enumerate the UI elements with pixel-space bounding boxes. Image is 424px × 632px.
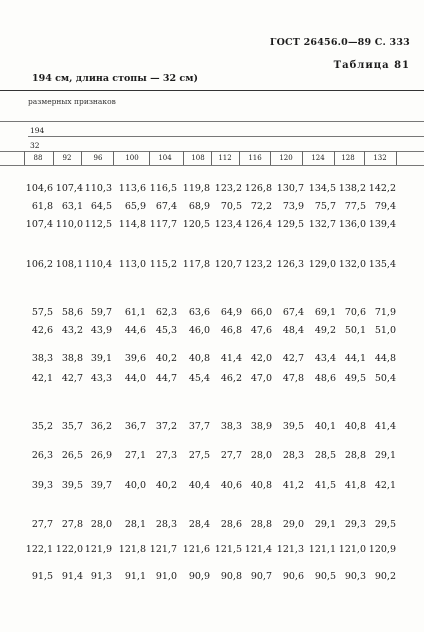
table-cell: 38,8 [61, 353, 83, 364]
table-cell: 36,7 [124, 421, 146, 432]
table-cell: 49,2 [314, 325, 336, 336]
table-cell: 64,5 [90, 201, 112, 212]
table-cell: 41,4 [220, 353, 242, 364]
table-cell: 46,2 [220, 373, 242, 384]
foot-length-value: 32 [30, 141, 40, 150]
size-column-header: 104 [158, 154, 172, 162]
table-cell: 90,6 [282, 571, 304, 582]
table-cell: 108,1 [55, 259, 83, 270]
table-cell: 120,7 [214, 259, 242, 270]
table-cell: 38,3 [31, 353, 53, 364]
column-divider [81, 151, 82, 165]
table-cell: 112,5 [84, 219, 112, 230]
table-cell: 117,7 [149, 219, 177, 230]
table-cell: 40,8 [188, 353, 210, 364]
table-cell: 67,4 [155, 201, 177, 212]
table-cell: 72,2 [250, 201, 272, 212]
table-cell: 110,4 [84, 259, 112, 270]
size-column-header: 92 [62, 154, 72, 162]
header-rule-4 [0, 165, 424, 166]
table-cell: 90,5 [314, 571, 336, 582]
table-cell: 42,1 [31, 373, 53, 384]
table-cell: 121,0 [338, 544, 366, 555]
table-cell: 26,3 [31, 450, 53, 461]
table-cell: 40,2 [155, 353, 177, 364]
column-divider [211, 151, 212, 165]
column-divider [270, 151, 271, 165]
table-cell: 42,1 [374, 480, 396, 491]
table-cell: 110,0 [55, 219, 83, 230]
column-divider [239, 151, 240, 165]
table-cell: 90,7 [250, 571, 272, 582]
table-cell: 121,3 [276, 544, 304, 555]
column-divider [149, 151, 150, 165]
table-cell: 130,7 [276, 183, 304, 194]
table-cell: 38,9 [250, 421, 272, 432]
table-cell: 66,0 [250, 307, 272, 318]
table-cell: 49,5 [344, 373, 366, 384]
size-column-header: 96 [93, 154, 103, 162]
table-cell: 39,6 [124, 353, 146, 364]
header-rule-1 [0, 121, 424, 122]
table-cell: 42,0 [250, 353, 272, 364]
table-cell: 28,1 [124, 519, 146, 530]
table-cell: 45,3 [155, 325, 177, 336]
table-cell: 44,0 [124, 373, 146, 384]
table-cell: 40,0 [124, 480, 146, 491]
table-cell: 142,2 [368, 183, 396, 194]
column-divider [24, 151, 25, 165]
table-cell: 39,3 [31, 480, 53, 491]
table-cell: 44,8 [374, 353, 396, 364]
table-cell: 50,4 [374, 373, 396, 384]
table-cell: 26,5 [61, 450, 83, 461]
column-divider [183, 151, 184, 165]
table-cell: 41,4 [374, 421, 396, 432]
size-column-header: 112 [218, 154, 232, 162]
table-cell: 122,1 [25, 544, 53, 555]
table-cell: 121,4 [244, 544, 272, 555]
table-cell: 91,5 [31, 571, 53, 582]
table-cell: 27,7 [31, 519, 53, 530]
table-cell: 104,6 [25, 183, 53, 194]
table-cell: 46,8 [220, 325, 242, 336]
column-divider [396, 151, 397, 165]
table-cell: 40,6 [220, 480, 242, 491]
table-cell: 43,2 [61, 325, 83, 336]
table-cell: 40,4 [188, 480, 210, 491]
table-cell: 91,4 [61, 571, 83, 582]
table-cell: 62,3 [155, 307, 177, 318]
table-cell: 28,8 [344, 450, 366, 461]
table-cell: 40,8 [344, 421, 366, 432]
table-cell: 70,5 [220, 201, 242, 212]
table-cell: 48,6 [314, 373, 336, 384]
table-cell: 68,9 [188, 201, 210, 212]
table-cell: 51,0 [374, 325, 396, 336]
table-cell: 138,2 [338, 183, 366, 194]
table-cell: 67,4 [282, 307, 304, 318]
table-cell: 28,6 [220, 519, 242, 530]
table-cell: 29,0 [282, 519, 304, 530]
table-cell: 135,4 [368, 259, 396, 270]
table-cell: 73,9 [282, 201, 304, 212]
table-cell: 114,8 [118, 219, 146, 230]
size-column-header: 108 [191, 154, 205, 162]
table-caption: размерных признаков [28, 97, 116, 106]
table-cell: 70,6 [344, 307, 366, 318]
size-column-header: 88 [33, 154, 43, 162]
table-cell: 61,8 [31, 201, 53, 212]
table-cell: 37,7 [188, 421, 210, 432]
table-cell: 132,0 [338, 259, 366, 270]
table-cell: 28,3 [282, 450, 304, 461]
table-cell: 106,2 [25, 259, 53, 270]
table-cell: 90,8 [220, 571, 242, 582]
table-cell: 61,1 [124, 307, 146, 318]
table-cell: 45,4 [188, 373, 210, 384]
table-cell: 77,5 [344, 201, 366, 212]
table-cell: 46,0 [188, 325, 210, 336]
header-rule-2 [28, 136, 424, 137]
table-cell: 28,4 [188, 519, 210, 530]
table-cell: 27,7 [220, 450, 242, 461]
header-rule-3 [0, 151, 424, 152]
table-cell: 123,2 [214, 183, 242, 194]
table-cell: 107,4 [55, 183, 83, 194]
table-cell: 120,9 [368, 544, 396, 555]
table-cell: 126,3 [276, 259, 304, 270]
table-cell: 129,5 [276, 219, 304, 230]
table-cell: 38,3 [220, 421, 242, 432]
table-cell: 121,8 [118, 544, 146, 555]
table-cell: 120,5 [182, 219, 210, 230]
column-divider [53, 151, 54, 165]
table-subtitle: 194 см, длина стопы — 32 см) [32, 73, 198, 84]
table-cell: 28,8 [250, 519, 272, 530]
table-cell: 126,8 [244, 183, 272, 194]
table-cell: 113,0 [118, 259, 146, 270]
table-cell: 121,7 [149, 544, 177, 555]
table-cell: 116,5 [149, 183, 177, 194]
table-cell: 50,1 [344, 325, 366, 336]
table-cell: 29,5 [374, 519, 396, 530]
table-cell: 29,1 [374, 450, 396, 461]
table-cell: 27,8 [61, 519, 83, 530]
table-cell: 28,3 [155, 519, 177, 530]
table-cell: 119,8 [182, 183, 210, 194]
table-cell: 107,4 [25, 219, 53, 230]
table-cell: 110,3 [84, 183, 112, 194]
table-cell: 63,6 [188, 307, 210, 318]
table-cell: 42,6 [31, 325, 53, 336]
table-cell: 113,6 [118, 183, 146, 194]
table-cell: 35,2 [31, 421, 53, 432]
table-cell: 91,1 [124, 571, 146, 582]
table-cell: 139,4 [368, 219, 396, 230]
table-cell: 57,5 [31, 307, 53, 318]
table-cell: 41,8 [344, 480, 366, 491]
table-cell: 40,2 [155, 480, 177, 491]
table-cell: 43,3 [90, 373, 112, 384]
table-cell: 36,2 [90, 421, 112, 432]
table-cell: 134,5 [308, 183, 336, 194]
size-column-header: 132 [373, 154, 387, 162]
table-cell: 121,9 [84, 544, 112, 555]
column-divider [364, 151, 365, 165]
table-cell: 47,6 [250, 325, 272, 336]
subtitle-rule [0, 90, 424, 91]
table-cell: 43,4 [314, 353, 336, 364]
size-column-header: 120 [279, 154, 293, 162]
table-cell: 29,1 [314, 519, 336, 530]
table-cell: 123,4 [214, 219, 242, 230]
column-divider [113, 151, 114, 165]
table-cell: 37,2 [155, 421, 177, 432]
size-column-header: 128 [341, 154, 355, 162]
table-cell: 121,6 [182, 544, 210, 555]
table-cell: 71,9 [374, 307, 396, 318]
table-cell: 44,1 [344, 353, 366, 364]
table-cell: 123,2 [244, 259, 272, 270]
table-cell: 122,0 [55, 544, 83, 555]
table-cell: 47,8 [282, 373, 304, 384]
table-cell: 43,9 [90, 325, 112, 336]
table-cell: 27,5 [188, 450, 210, 461]
table-cell: 27,1 [124, 450, 146, 461]
table-cell: 41,5 [314, 480, 336, 491]
column-divider [302, 151, 303, 165]
table-cell: 91,3 [90, 571, 112, 582]
table-cell: 65,9 [124, 201, 146, 212]
table-cell: 40,1 [314, 421, 336, 432]
table-cell: 132,7 [308, 219, 336, 230]
table-cell: 90,9 [188, 571, 210, 582]
table-cell: 90,2 [374, 571, 396, 582]
table-cell: 28,5 [314, 450, 336, 461]
table-cell: 41,2 [282, 480, 304, 491]
table-cell: 28,0 [250, 450, 272, 461]
table-cell: 29,3 [344, 519, 366, 530]
table-cell: 58,6 [61, 307, 83, 318]
page-header: ГОСТ 26456.0—89 С. 333 [269, 37, 410, 48]
table-cell: 63,1 [61, 201, 83, 212]
table-cell: 115,2 [149, 259, 177, 270]
table-cell: 79,4 [374, 201, 396, 212]
table-cell: 126,4 [244, 219, 272, 230]
size-column-header: 124 [311, 154, 325, 162]
table-cell: 35,7 [61, 421, 83, 432]
size-column-header: 116 [248, 154, 262, 162]
table-cell: 90,3 [344, 571, 366, 582]
table-cell: 48,4 [282, 325, 304, 336]
table-cell: 129,0 [308, 259, 336, 270]
table-label: Таблица 81 [333, 60, 410, 71]
table-cell: 28,0 [90, 519, 112, 530]
table-cell: 91,0 [155, 571, 177, 582]
size-column-header: 100 [125, 154, 139, 162]
height-value: 194 [30, 126, 45, 135]
table-cell: 69,1 [314, 307, 336, 318]
table-cell: 39,1 [90, 353, 112, 364]
table-cell: 117,8 [182, 259, 210, 270]
table-cell: 39,7 [90, 480, 112, 491]
table-cell: 39,5 [282, 421, 304, 432]
table-cell: 136,0 [338, 219, 366, 230]
table-cell: 40,8 [250, 480, 272, 491]
table-cell: 27,3 [155, 450, 177, 461]
table-cell: 121,5 [214, 544, 242, 555]
table-cell: 42,7 [61, 373, 83, 384]
table-cell: 44,6 [124, 325, 146, 336]
table-cell: 59,7 [90, 307, 112, 318]
column-divider [334, 151, 335, 165]
table-cell: 42,7 [282, 353, 304, 364]
table-cell: 39,5 [61, 480, 83, 491]
table-cell: 64,9 [220, 307, 242, 318]
table-cell: 44,7 [155, 373, 177, 384]
table-cell: 26,9 [90, 450, 112, 461]
table-cell: 47,0 [250, 373, 272, 384]
table-cell: 121,1 [308, 544, 336, 555]
table-cell: 75,7 [314, 201, 336, 212]
